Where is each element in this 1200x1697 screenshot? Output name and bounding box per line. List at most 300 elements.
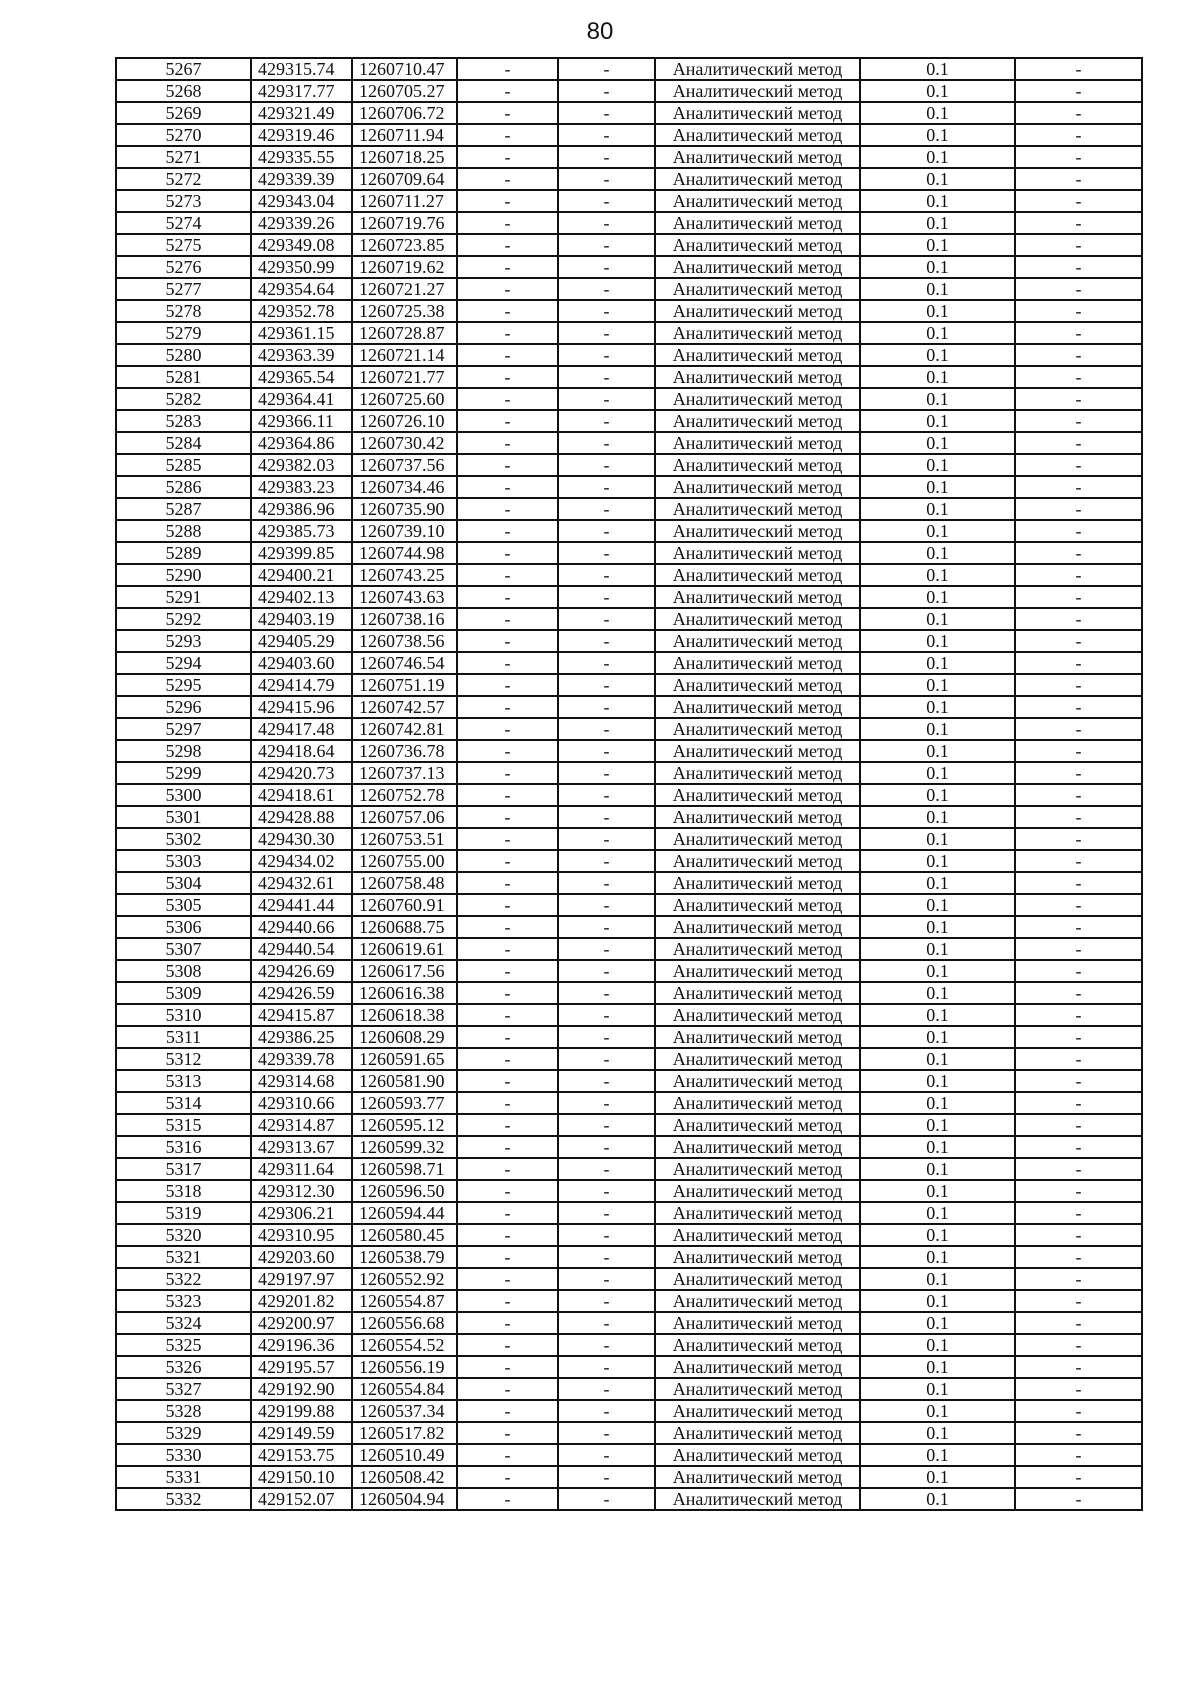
accuracy-cell: 0.1 bbox=[860, 102, 1015, 124]
empty-cell-a: - bbox=[457, 872, 558, 894]
empty-cell-c: - bbox=[1015, 1070, 1142, 1092]
empty-cell-b: - bbox=[558, 520, 655, 542]
table-row bbox=[116, 1004, 1142, 1026]
method-cell: Аналитический метод bbox=[655, 806, 860, 828]
table-row bbox=[116, 1246, 1142, 1268]
point-number-cell: 5297 bbox=[116, 718, 251, 740]
method-cell: Аналитический метод bbox=[655, 1312, 860, 1334]
method-cell: Аналитический метод bbox=[655, 278, 860, 300]
x-coordinate-cell: 429199.88 bbox=[251, 1400, 352, 1422]
x-coordinate-cell: 429426.59 bbox=[251, 982, 352, 1004]
point-number-cell: 5286 bbox=[116, 476, 251, 498]
table-row bbox=[116, 542, 1142, 564]
table-row bbox=[116, 234, 1142, 256]
empty-cell-c: - bbox=[1015, 1246, 1142, 1268]
x-coordinate-cell: 429403.19 bbox=[251, 608, 352, 630]
x-coordinate-cell: 429314.68 bbox=[251, 1070, 352, 1092]
empty-cell-a: - bbox=[457, 256, 558, 278]
empty-cell-b: - bbox=[558, 256, 655, 278]
accuracy-cell: 0.1 bbox=[860, 608, 1015, 630]
y-coordinate-cell: 1260735.90 bbox=[352, 498, 457, 520]
table-row bbox=[116, 1378, 1142, 1400]
y-coordinate-cell: 1260737.13 bbox=[352, 762, 457, 784]
table-row bbox=[116, 652, 1142, 674]
y-coordinate-cell: 1260504.94 bbox=[352, 1488, 457, 1510]
table-row bbox=[116, 1400, 1142, 1422]
x-coordinate-cell: 429365.54 bbox=[251, 366, 352, 388]
y-coordinate-cell: 1260599.32 bbox=[352, 1136, 457, 1158]
empty-cell-a: - bbox=[457, 1180, 558, 1202]
accuracy-cell: 0.1 bbox=[860, 520, 1015, 542]
x-coordinate-cell: 429149.59 bbox=[251, 1422, 352, 1444]
method-cell: Аналитический метод bbox=[655, 1092, 860, 1114]
empty-cell-a: - bbox=[457, 1290, 558, 1312]
method-cell: Аналитический метод bbox=[655, 630, 860, 652]
point-number-cell: 5275 bbox=[116, 234, 251, 256]
accuracy-cell: 0.1 bbox=[860, 1026, 1015, 1048]
y-coordinate-cell: 1260710.47 bbox=[352, 58, 457, 80]
empty-cell-a: - bbox=[457, 124, 558, 146]
accuracy-cell: 0.1 bbox=[860, 894, 1015, 916]
empty-cell-a: - bbox=[457, 1488, 558, 1510]
empty-cell-b: - bbox=[558, 784, 655, 806]
point-number-cell: 5279 bbox=[116, 322, 251, 344]
empty-cell-a: - bbox=[457, 1268, 558, 1290]
method-cell: Аналитический метод bbox=[655, 1202, 860, 1224]
accuracy-cell: 0.1 bbox=[860, 652, 1015, 674]
method-cell: Аналитический метод bbox=[655, 344, 860, 366]
empty-cell-b: - bbox=[558, 674, 655, 696]
y-coordinate-cell: 1260709.64 bbox=[352, 168, 457, 190]
accuracy-cell: 0.1 bbox=[860, 586, 1015, 608]
empty-cell-a: - bbox=[457, 300, 558, 322]
empty-cell-a: - bbox=[457, 762, 558, 784]
x-coordinate-cell: 429310.95 bbox=[251, 1224, 352, 1246]
empty-cell-c: - bbox=[1015, 58, 1142, 80]
empty-cell-a: - bbox=[457, 454, 558, 476]
x-coordinate-cell: 429335.55 bbox=[251, 146, 352, 168]
method-cell: Аналитический метод bbox=[655, 1444, 860, 1466]
empty-cell-c: - bbox=[1015, 652, 1142, 674]
method-cell: Аналитический метод bbox=[655, 190, 860, 212]
point-number-cell: 5276 bbox=[116, 256, 251, 278]
method-cell: Аналитический метод bbox=[655, 256, 860, 278]
method-cell: Аналитический метод bbox=[655, 960, 860, 982]
x-coordinate-cell: 429352.78 bbox=[251, 300, 352, 322]
point-number-cell: 5311 bbox=[116, 1026, 251, 1048]
empty-cell-a: - bbox=[457, 212, 558, 234]
table-row bbox=[116, 850, 1142, 872]
table-row bbox=[116, 102, 1142, 124]
table-row bbox=[116, 322, 1142, 344]
y-coordinate-cell: 1260719.76 bbox=[352, 212, 457, 234]
method-cell: Аналитический метод bbox=[655, 894, 860, 916]
table-row bbox=[116, 608, 1142, 630]
empty-cell-a: - bbox=[457, 1092, 558, 1114]
empty-cell-a: - bbox=[457, 938, 558, 960]
accuracy-cell: 0.1 bbox=[860, 1290, 1015, 1312]
empty-cell-a: - bbox=[457, 498, 558, 520]
x-coordinate-cell: 429315.74 bbox=[251, 58, 352, 80]
x-coordinate-cell: 429440.54 bbox=[251, 938, 352, 960]
x-coordinate-cell: 429150.10 bbox=[251, 1466, 352, 1488]
y-coordinate-cell: 1260581.90 bbox=[352, 1070, 457, 1092]
method-cell: Аналитический метод bbox=[655, 1466, 860, 1488]
table-row bbox=[116, 718, 1142, 740]
method-cell: Аналитический метод bbox=[655, 168, 860, 190]
empty-cell-b: - bbox=[558, 58, 655, 80]
method-cell: Аналитический метод bbox=[655, 1334, 860, 1356]
table-row bbox=[116, 1136, 1142, 1158]
y-coordinate-cell: 1260594.44 bbox=[352, 1202, 457, 1224]
empty-cell-c: - bbox=[1015, 1290, 1142, 1312]
empty-cell-a: - bbox=[457, 410, 558, 432]
empty-cell-c: - bbox=[1015, 1312, 1142, 1334]
table-row bbox=[116, 674, 1142, 696]
accuracy-cell: 0.1 bbox=[860, 146, 1015, 168]
empty-cell-c: - bbox=[1015, 1334, 1142, 1356]
table-row bbox=[116, 916, 1142, 938]
x-coordinate-cell: 429354.64 bbox=[251, 278, 352, 300]
y-coordinate-cell: 1260755.00 bbox=[352, 850, 457, 872]
empty-cell-b: - bbox=[558, 388, 655, 410]
empty-cell-c: - bbox=[1015, 674, 1142, 696]
method-cell: Аналитический метод bbox=[655, 234, 860, 256]
point-number-cell: 5322 bbox=[116, 1268, 251, 1290]
point-number-cell: 5277 bbox=[116, 278, 251, 300]
y-coordinate-cell: 1260737.56 bbox=[352, 454, 457, 476]
empty-cell-c: - bbox=[1015, 520, 1142, 542]
y-coordinate-cell: 1260556.19 bbox=[352, 1356, 457, 1378]
accuracy-cell: 0.1 bbox=[860, 212, 1015, 234]
accuracy-cell: 0.1 bbox=[860, 850, 1015, 872]
empty-cell-b: - bbox=[558, 938, 655, 960]
method-cell: Аналитический метод bbox=[655, 1422, 860, 1444]
x-coordinate-cell: 429440.66 bbox=[251, 916, 352, 938]
table-row bbox=[116, 410, 1142, 432]
table-row bbox=[116, 256, 1142, 278]
empty-cell-b: - bbox=[558, 1004, 655, 1026]
point-number-cell: 5289 bbox=[116, 542, 251, 564]
table-row bbox=[116, 80, 1142, 102]
empty-cell-b: - bbox=[558, 1158, 655, 1180]
x-coordinate-cell: 429203.60 bbox=[251, 1246, 352, 1268]
accuracy-cell: 0.1 bbox=[860, 1312, 1015, 1334]
empty-cell-b: - bbox=[558, 1048, 655, 1070]
empty-cell-c: - bbox=[1015, 740, 1142, 762]
x-coordinate-cell: 429364.41 bbox=[251, 388, 352, 410]
y-coordinate-cell: 1260758.48 bbox=[352, 872, 457, 894]
y-coordinate-cell: 1260510.49 bbox=[352, 1444, 457, 1466]
x-coordinate-cell: 429339.26 bbox=[251, 212, 352, 234]
method-cell: Аналитический метод bbox=[655, 740, 860, 762]
point-number-cell: 5284 bbox=[116, 432, 251, 454]
method-cell: Аналитический метод bbox=[655, 828, 860, 850]
empty-cell-c: - bbox=[1015, 850, 1142, 872]
empty-cell-a: - bbox=[457, 630, 558, 652]
y-coordinate-cell: 1260711.27 bbox=[352, 190, 457, 212]
accuracy-cell: 0.1 bbox=[860, 476, 1015, 498]
empty-cell-a: - bbox=[457, 80, 558, 102]
accuracy-cell: 0.1 bbox=[860, 1400, 1015, 1422]
table-row bbox=[116, 1070, 1142, 1092]
y-coordinate-cell: 1260593.77 bbox=[352, 1092, 457, 1114]
accuracy-cell: 0.1 bbox=[860, 1180, 1015, 1202]
x-coordinate-cell: 429319.46 bbox=[251, 124, 352, 146]
accuracy-cell: 0.1 bbox=[860, 1048, 1015, 1070]
table-row bbox=[116, 1356, 1142, 1378]
x-coordinate-cell: 429196.36 bbox=[251, 1334, 352, 1356]
y-coordinate-cell: 1260616.38 bbox=[352, 982, 457, 1004]
method-cell: Аналитический метод bbox=[655, 102, 860, 124]
table-row bbox=[116, 454, 1142, 476]
accuracy-cell: 0.1 bbox=[860, 1334, 1015, 1356]
empty-cell-a: - bbox=[457, 806, 558, 828]
empty-cell-a: - bbox=[457, 960, 558, 982]
method-cell: Аналитический метод bbox=[655, 58, 860, 80]
empty-cell-c: - bbox=[1015, 1092, 1142, 1114]
point-number-cell: 5295 bbox=[116, 674, 251, 696]
accuracy-cell: 0.1 bbox=[860, 1070, 1015, 1092]
empty-cell-b: - bbox=[558, 1466, 655, 1488]
empty-cell-a: - bbox=[457, 696, 558, 718]
point-number-cell: 5307 bbox=[116, 938, 251, 960]
method-cell: Аналитический метод bbox=[655, 850, 860, 872]
accuracy-cell: 0.1 bbox=[860, 696, 1015, 718]
y-coordinate-cell: 1260730.42 bbox=[352, 432, 457, 454]
accuracy-cell: 0.1 bbox=[860, 1378, 1015, 1400]
x-coordinate-cell: 429314.87 bbox=[251, 1114, 352, 1136]
table-row bbox=[116, 1444, 1142, 1466]
method-cell: Аналитический метод bbox=[655, 1158, 860, 1180]
empty-cell-a: - bbox=[457, 102, 558, 124]
accuracy-cell: 0.1 bbox=[860, 1224, 1015, 1246]
accuracy-cell: 0.1 bbox=[860, 498, 1015, 520]
empty-cell-c: - bbox=[1015, 212, 1142, 234]
empty-cell-c: - bbox=[1015, 1136, 1142, 1158]
method-cell: Аналитический метод bbox=[655, 1356, 860, 1378]
empty-cell-c: - bbox=[1015, 894, 1142, 916]
method-cell: Аналитический метод bbox=[655, 718, 860, 740]
method-cell: Аналитический метод bbox=[655, 784, 860, 806]
empty-cell-b: - bbox=[558, 80, 655, 102]
table-row bbox=[116, 1422, 1142, 1444]
table-row bbox=[116, 344, 1142, 366]
point-number-cell: 5283 bbox=[116, 410, 251, 432]
empty-cell-c: - bbox=[1015, 278, 1142, 300]
accuracy-cell: 0.1 bbox=[860, 674, 1015, 696]
point-number-cell: 5293 bbox=[116, 630, 251, 652]
table-row bbox=[116, 740, 1142, 762]
empty-cell-a: - bbox=[457, 1048, 558, 1070]
empty-cell-a: - bbox=[457, 718, 558, 740]
y-coordinate-cell: 1260752.78 bbox=[352, 784, 457, 806]
empty-cell-c: - bbox=[1015, 542, 1142, 564]
x-coordinate-cell: 429414.79 bbox=[251, 674, 352, 696]
y-coordinate-cell: 1260719.62 bbox=[352, 256, 457, 278]
table-row bbox=[116, 1466, 1142, 1488]
table-row bbox=[116, 168, 1142, 190]
point-number-cell: 5309 bbox=[116, 982, 251, 1004]
accuracy-cell: 0.1 bbox=[860, 872, 1015, 894]
empty-cell-c: - bbox=[1015, 80, 1142, 102]
empty-cell-c: - bbox=[1015, 1048, 1142, 1070]
table-row bbox=[116, 1180, 1142, 1202]
accuracy-cell: 0.1 bbox=[860, 1422, 1015, 1444]
accuracy-cell: 0.1 bbox=[860, 1158, 1015, 1180]
accuracy-cell: 0.1 bbox=[860, 1092, 1015, 1114]
empty-cell-a: - bbox=[457, 1356, 558, 1378]
x-coordinate-cell: 429386.96 bbox=[251, 498, 352, 520]
y-coordinate-cell: 1260725.60 bbox=[352, 388, 457, 410]
point-number-cell: 5285 bbox=[116, 454, 251, 476]
empty-cell-a: - bbox=[457, 1136, 558, 1158]
x-coordinate-cell: 429195.57 bbox=[251, 1356, 352, 1378]
y-coordinate-cell: 1260743.63 bbox=[352, 586, 457, 608]
empty-cell-a: - bbox=[457, 1466, 558, 1488]
accuracy-cell: 0.1 bbox=[860, 168, 1015, 190]
y-coordinate-cell: 1260688.75 bbox=[352, 916, 457, 938]
empty-cell-b: - bbox=[558, 1092, 655, 1114]
point-number-cell: 5314 bbox=[116, 1092, 251, 1114]
point-number-cell: 5324 bbox=[116, 1312, 251, 1334]
empty-cell-c: - bbox=[1015, 300, 1142, 322]
point-number-cell: 5303 bbox=[116, 850, 251, 872]
empty-cell-a: - bbox=[457, 1400, 558, 1422]
table-row bbox=[116, 476, 1142, 498]
empty-cell-c: - bbox=[1015, 168, 1142, 190]
empty-cell-b: - bbox=[558, 1070, 655, 1092]
empty-cell-c: - bbox=[1015, 410, 1142, 432]
empty-cell-c: - bbox=[1015, 762, 1142, 784]
empty-cell-b: - bbox=[558, 234, 655, 256]
y-coordinate-cell: 1260746.54 bbox=[352, 652, 457, 674]
x-coordinate-cell: 429418.61 bbox=[251, 784, 352, 806]
empty-cell-a: - bbox=[457, 740, 558, 762]
y-coordinate-cell: 1260718.25 bbox=[352, 146, 457, 168]
table-row bbox=[116, 872, 1142, 894]
empty-cell-c: - bbox=[1015, 982, 1142, 1004]
accuracy-cell: 0.1 bbox=[860, 1114, 1015, 1136]
method-cell: Аналитический метод bbox=[655, 212, 860, 234]
y-coordinate-cell: 1260595.12 bbox=[352, 1114, 457, 1136]
method-cell: Аналитический метод bbox=[655, 652, 860, 674]
x-coordinate-cell: 429417.48 bbox=[251, 718, 352, 740]
empty-cell-c: - bbox=[1015, 1202, 1142, 1224]
empty-cell-c: - bbox=[1015, 1444, 1142, 1466]
point-number-cell: 5308 bbox=[116, 960, 251, 982]
point-number-cell: 5290 bbox=[116, 564, 251, 586]
accuracy-cell: 0.1 bbox=[860, 828, 1015, 850]
table-row bbox=[116, 1092, 1142, 1114]
empty-cell-b: - bbox=[558, 652, 655, 674]
method-cell: Аналитический метод bbox=[655, 410, 860, 432]
accuracy-cell: 0.1 bbox=[860, 256, 1015, 278]
y-coordinate-cell: 1260757.06 bbox=[352, 806, 457, 828]
y-coordinate-cell: 1260537.34 bbox=[352, 1400, 457, 1422]
y-coordinate-cell: 1260738.16 bbox=[352, 608, 457, 630]
x-coordinate-cell: 429434.02 bbox=[251, 850, 352, 872]
x-coordinate-cell: 429386.25 bbox=[251, 1026, 352, 1048]
method-cell: Аналитический метод bbox=[655, 1400, 860, 1422]
empty-cell-a: - bbox=[457, 1444, 558, 1466]
accuracy-cell: 0.1 bbox=[860, 718, 1015, 740]
point-number-cell: 5305 bbox=[116, 894, 251, 916]
accuracy-cell: 0.1 bbox=[860, 1444, 1015, 1466]
point-number-cell: 5299 bbox=[116, 762, 251, 784]
point-number-cell: 5298 bbox=[116, 740, 251, 762]
page-number: 80 bbox=[586, 18, 614, 45]
x-coordinate-cell: 429197.97 bbox=[251, 1268, 352, 1290]
x-coordinate-cell: 429366.11 bbox=[251, 410, 352, 432]
accuracy-cell: 0.1 bbox=[860, 1202, 1015, 1224]
x-coordinate-cell: 429363.39 bbox=[251, 344, 352, 366]
point-number-cell: 5269 bbox=[116, 102, 251, 124]
y-coordinate-cell: 1260598.71 bbox=[352, 1158, 457, 1180]
table-row bbox=[116, 1312, 1142, 1334]
empty-cell-b: - bbox=[558, 982, 655, 1004]
empty-cell-c: - bbox=[1015, 1466, 1142, 1488]
point-number-cell: 5288 bbox=[116, 520, 251, 542]
x-coordinate-cell: 429420.73 bbox=[251, 762, 352, 784]
empty-cell-b: - bbox=[558, 1356, 655, 1378]
method-cell: Аналитический метод bbox=[655, 1268, 860, 1290]
method-cell: Аналитический метод bbox=[655, 1026, 860, 1048]
empty-cell-b: - bbox=[558, 1246, 655, 1268]
table-row bbox=[116, 784, 1142, 806]
empty-cell-a: - bbox=[457, 586, 558, 608]
empty-cell-b: - bbox=[558, 454, 655, 476]
x-coordinate-cell: 429400.21 bbox=[251, 564, 352, 586]
x-coordinate-cell: 429311.64 bbox=[251, 1158, 352, 1180]
table-body bbox=[116, 58, 1142, 1510]
empty-cell-b: - bbox=[558, 1136, 655, 1158]
y-coordinate-cell: 1260739.10 bbox=[352, 520, 457, 542]
empty-cell-b: - bbox=[558, 960, 655, 982]
accuracy-cell: 0.1 bbox=[860, 938, 1015, 960]
point-number-cell: 5292 bbox=[116, 608, 251, 630]
empty-cell-a: - bbox=[457, 894, 558, 916]
point-number-cell: 5278 bbox=[116, 300, 251, 322]
method-cell: Аналитический метод bbox=[655, 1378, 860, 1400]
empty-cell-b: - bbox=[558, 608, 655, 630]
x-coordinate-cell: 429200.97 bbox=[251, 1312, 352, 1334]
y-coordinate-cell: 1260726.10 bbox=[352, 410, 457, 432]
method-cell: Аналитический метод bbox=[655, 696, 860, 718]
x-coordinate-cell: 429426.69 bbox=[251, 960, 352, 982]
accuracy-cell: 0.1 bbox=[860, 630, 1015, 652]
empty-cell-c: - bbox=[1015, 366, 1142, 388]
empty-cell-c: - bbox=[1015, 916, 1142, 938]
point-number-cell: 5318 bbox=[116, 1180, 251, 1202]
empty-cell-b: - bbox=[558, 828, 655, 850]
table-row bbox=[116, 124, 1142, 146]
point-number-cell: 5300 bbox=[116, 784, 251, 806]
method-cell: Аналитический метод bbox=[655, 454, 860, 476]
y-coordinate-cell: 1260617.56 bbox=[352, 960, 457, 982]
accuracy-cell: 0.1 bbox=[860, 762, 1015, 784]
empty-cell-c: - bbox=[1015, 1488, 1142, 1510]
empty-cell-c: - bbox=[1015, 1180, 1142, 1202]
empty-cell-c: - bbox=[1015, 938, 1142, 960]
x-coordinate-cell: 429403.60 bbox=[251, 652, 352, 674]
point-number-cell: 5306 bbox=[116, 916, 251, 938]
table-row bbox=[116, 300, 1142, 322]
point-number-cell: 5312 bbox=[116, 1048, 251, 1070]
method-cell: Аналитический метод bbox=[655, 366, 860, 388]
empty-cell-b: - bbox=[558, 806, 655, 828]
empty-cell-b: - bbox=[558, 850, 655, 872]
